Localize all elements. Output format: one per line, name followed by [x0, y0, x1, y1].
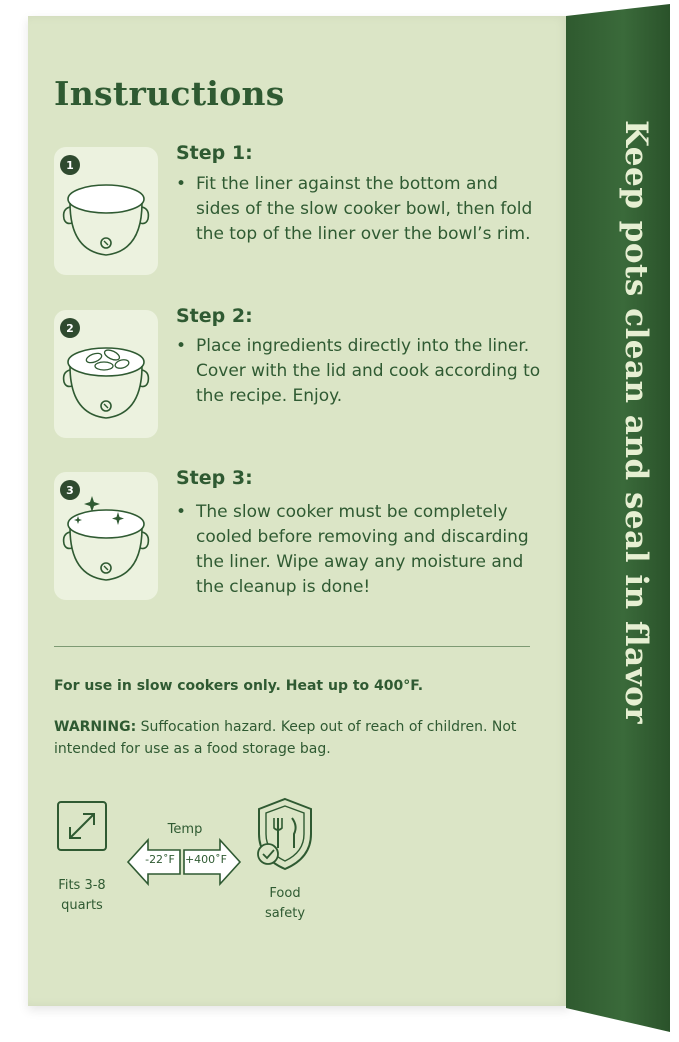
fits-label-line1: Fits 3-8 [58, 878, 106, 893]
step-1-text [176, 172, 546, 247]
fits-label [50, 876, 114, 916]
slow-cooker-clean-icon [60, 490, 152, 590]
step-2-illustration [54, 310, 158, 438]
bullet: • [176, 174, 187, 194]
warning-body: Suffocation hazard. Keep out of reach of children. Not intended for use as a food storage bag. [54, 719, 517, 757]
bullet: • [176, 502, 187, 522]
step-3-badge: 3 [60, 480, 80, 500]
warning-text [54, 716, 554, 760]
temp-high-label: +400˚F [184, 853, 228, 866]
step-1-title: Step 1: [176, 142, 253, 164]
food-safety-label [255, 884, 315, 924]
step-1-illustration [54, 147, 158, 275]
instructions-title: Instructions [54, 74, 285, 113]
temp-label: Temp [167, 822, 203, 837]
side-tagline: Keep pots clean and seal in flavor [618, 120, 654, 725]
step-3-illustration [54, 472, 158, 600]
temp-low-label: -22˚F [145, 853, 175, 866]
step-3-description: The slow cooker must be completely cooled before removing and discarding the liner. Wipe away any moisture and the cleanup is done! [196, 502, 529, 597]
step-1-badge: 1 [60, 155, 80, 175]
food-safety-shield-icon [254, 796, 316, 872]
step-2-description: Place ingredients directly into the liner. Cover with the lid and cook according to the recipe. Enjoy. [196, 336, 541, 406]
bullet: • [176, 336, 187, 356]
fits-label-line2: quarts [61, 898, 103, 913]
step-2-badge: 2 [60, 318, 80, 338]
step-2-title: Step 2: [176, 305, 253, 327]
food-label-line2: safety [264, 906, 306, 921]
step-1-description: Fit the liner against the bottom and sides of the slow cooker bowl, then fold the top of the liner over the bowl’s rim. [196, 174, 533, 244]
step-2-text [176, 334, 546, 409]
food-label-line1: Food [269, 886, 301, 901]
slow-cooker-liner-icon [60, 165, 152, 265]
step-3-text [176, 500, 546, 600]
expand-arrows-icon [56, 800, 108, 852]
step-3-title: Step 3: [176, 467, 253, 489]
divider [54, 646, 530, 647]
warning-label: WARNING: [54, 719, 137, 735]
slow-cooker-food-icon [60, 328, 152, 428]
usage-note: For use in slow cookers only. Heat up to 400°F. [54, 678, 424, 694]
